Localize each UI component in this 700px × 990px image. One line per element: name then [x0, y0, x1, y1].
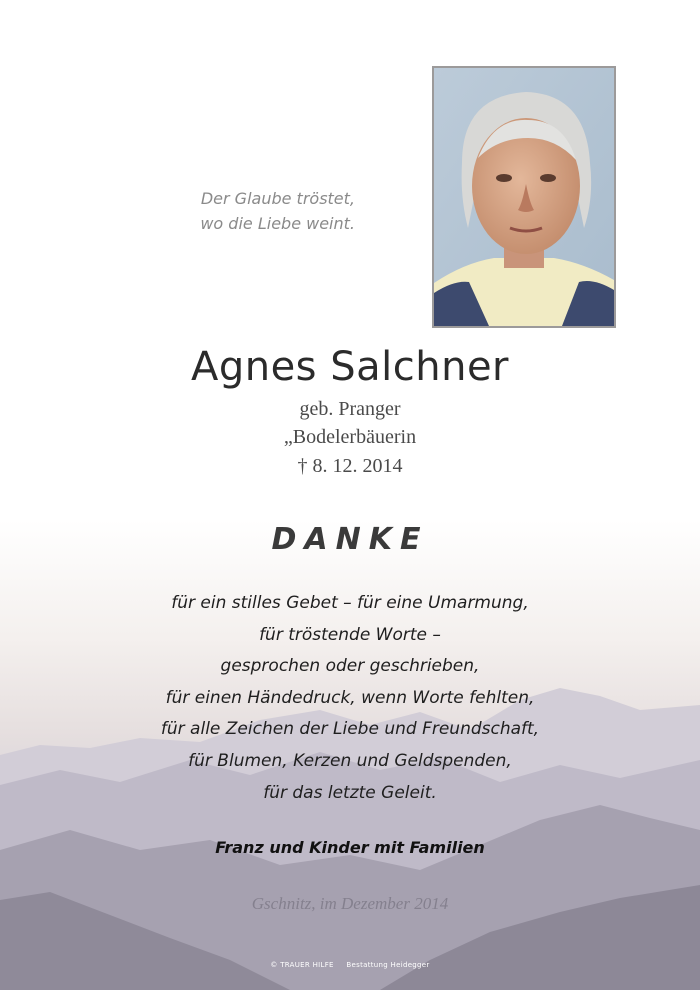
place-date: Gschnitz, im Dezember 2014: [251, 894, 449, 913]
verse-line: für Blumen, Kerzen und Geldspenden,: [188, 750, 512, 771]
verse-line: für das letzte Geleit.: [263, 782, 437, 803]
signature: Franz und Kinder mit Familien: [215, 838, 485, 857]
verse-line: für tröstende Worte –: [259, 624, 441, 645]
quote-line: wo die Liebe weint.: [200, 214, 355, 233]
quote: [140, 186, 355, 236]
verse-line: für einen Händedruck, wenn Worte fehlten,: [165, 687, 535, 708]
death-date: † 8. 12. 2014: [297, 455, 403, 477]
portrait-illustration: [434, 68, 614, 326]
verse-line: gesprochen oder geschrieben,: [220, 656, 480, 677]
undertaker-text: Bestattung Heidegger: [346, 961, 430, 969]
maiden-name: geb. Pranger: [299, 398, 401, 420]
copyright-text: © TRAUER HILFE: [270, 961, 334, 969]
verse-line: für alle Zeichen der Liebe und Freundschaft,: [160, 719, 540, 740]
verse-line: für ein stilles Gebet – für eine Umarmung,: [171, 593, 529, 613]
portrait-photo: [432, 66, 616, 328]
nickname: „Bodelerbäuerin: [283, 426, 417, 448]
deceased-name: Agnes Salchner: [190, 344, 510, 390]
footer: [0, 961, 700, 969]
thank-you-heading: DANKE: [271, 522, 429, 557]
thank-you-verse: [0, 588, 700, 809]
quote-line: Der Glaube tröstet,: [200, 189, 355, 208]
